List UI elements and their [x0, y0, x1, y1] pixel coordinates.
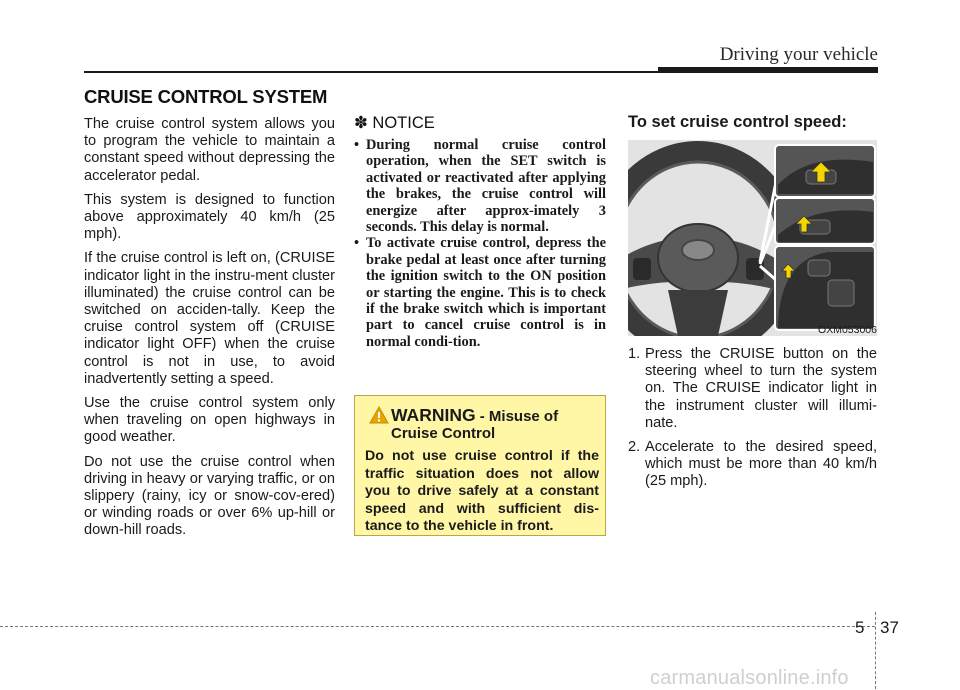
step-number: 1.	[628, 346, 641, 362]
set-speed-column	[628, 113, 877, 132]
intro-paragraph: Use the cruise control system only when traveling on open highways in good weather.	[84, 395, 335, 446]
warning-triangle-icon	[369, 406, 389, 424]
notice-heading	[354, 113, 606, 133]
warning-label: WARNING	[391, 405, 476, 425]
intro-paragraph: If the cruise control is left on, (CRUISE indicator light in the instru-ment cluster illuminated) the cruise control can be switched on acciden-tally. Keep the cruise control system off (CRUISE indicator light OFF) when the cruise control is not in use, to avoid inadvertently setting a speed.	[84, 250, 335, 387]
notice-title: NOTICE	[372, 114, 435, 132]
step-number: 2.	[628, 439, 641, 456]
watermark: carmanualsonline.info	[650, 667, 849, 689]
footer-divider	[875, 612, 876, 689]
page-number: 37	[880, 618, 899, 637]
bullet-icon: •	[354, 235, 360, 252]
notice-item: • During normal cruise control operation, when the SET switch is activated or reactivated after applying the brakes, the cruise control will energize after approx-imately 3 seconds. This delay is normal.	[354, 137, 606, 236]
intro-paragraph: The cruise control system allows you to program the vehicle to maintain a constant speed without depressing the accelerator pedal.	[84, 116, 335, 184]
step-text: Press the CRUISE button on the steering wheel to turn the system on. The CRUISE indicator light in the instrument cluster will illumi-nate.	[645, 346, 877, 431]
bullet-icon: •	[354, 137, 360, 153]
footer-rule	[0, 626, 875, 627]
section-title: CRUISE CONTROL SYSTEM	[84, 86, 328, 107]
notice-symbol-icon: ✽	[354, 114, 368, 132]
warning-box	[354, 395, 606, 536]
warning-heading	[391, 407, 601, 442]
set-speed-steps	[628, 346, 877, 498]
step-text: Accelerate to the desired speed, which must be more than 40 km/h (25 mph).	[645, 439, 877, 490]
step-item	[628, 439, 877, 491]
steering-wheel-illustration	[628, 140, 877, 336]
intro-paragraph: This system is designed to function above approximately 40 km/h (25 mph).	[84, 191, 335, 243]
image-code-caption: OXM053006	[818, 324, 877, 336]
notice-item: • To activate cruise control, depress the brake pedal at least once after turning the ignition switch to the ON position or starting the engine. This is to check if the brake switch which is important part to cancel cruise control is in normal condi-tion.	[354, 235, 606, 350]
section-number: 5	[855, 618, 865, 637]
intro-paragraph: Do not use the cruise control when driving in heavy or varying traffic, or on slippery (rainy, icy or snow-cov-ered) or winding roads or over 6% up-hill or down-hill roads.	[84, 453, 335, 539]
warning-subtitle: - Misuse of Cruise Control	[391, 408, 559, 442]
set-speed-title: To set cruise control speed:	[628, 113, 847, 131]
header-bar	[658, 67, 878, 73]
notice-column	[354, 116, 606, 350]
warning-body: Do not use cruise control if the traffic situation does not allow you to drive safely at a constant speed and with sufficient dis-tance to the vehicle in front.	[365, 448, 599, 534]
running-header: Driving your vehicle	[719, 44, 878, 65]
intro-column	[84, 116, 335, 547]
steering-wheel-photo	[628, 140, 877, 336]
step-item	[628, 346, 877, 432]
